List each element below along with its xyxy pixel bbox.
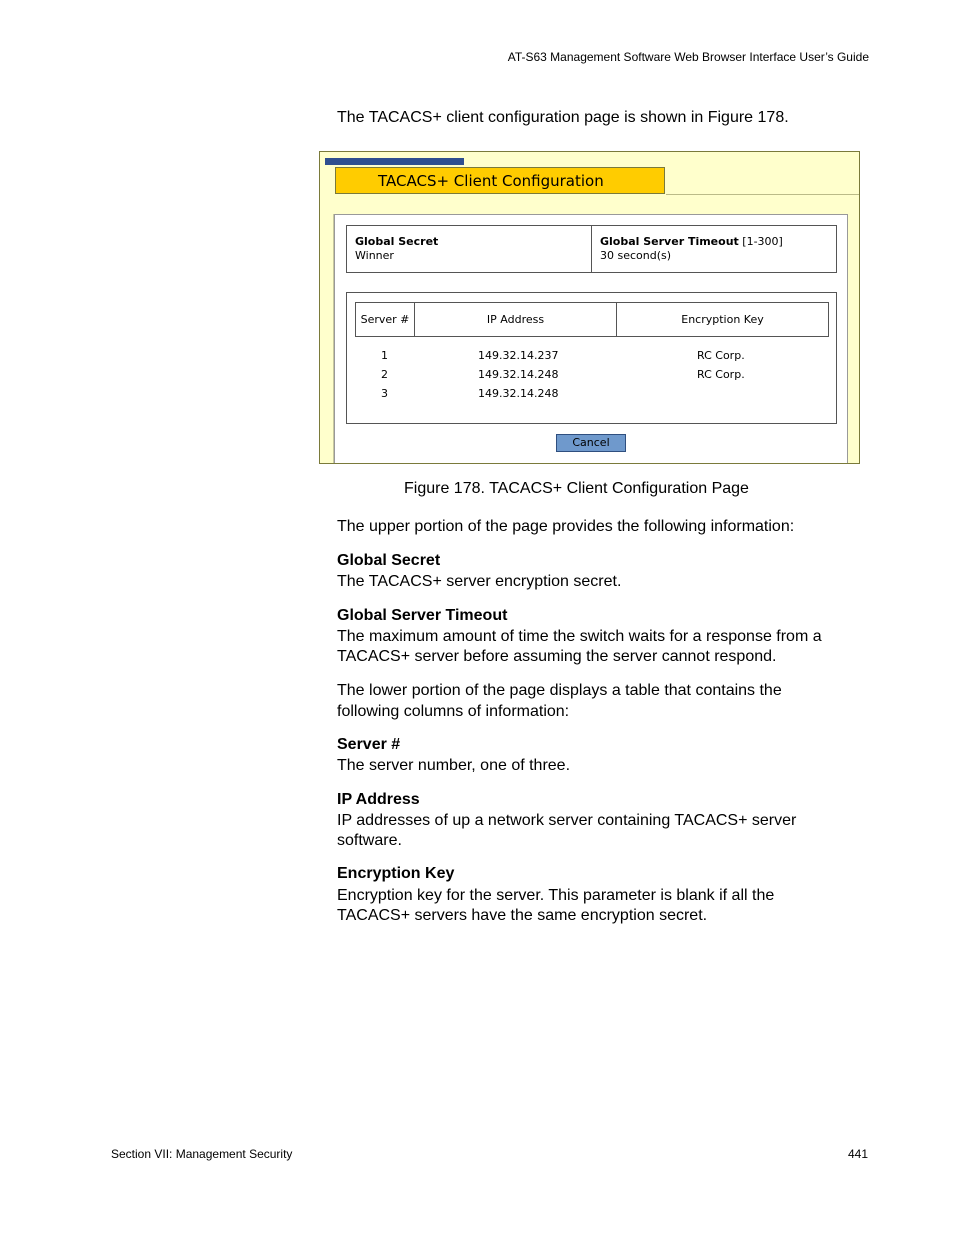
encryption-key: RC Corp.: [697, 368, 745, 381]
ip-address: 149.32.14.248: [478, 387, 559, 400]
desc-timeout-line-2: TACACS+ server before assuming the server cannot respond.: [337, 648, 777, 665]
page-number: 441: [847, 1147, 868, 1161]
global-secret-value: Winner: [355, 249, 394, 262]
term-server: Server #: [337, 736, 401, 753]
timeout-cell: [592, 226, 836, 272]
tab-bar: [325, 158, 464, 165]
lower-intro-line-2: following columns of information:: [337, 703, 570, 720]
server-number: 1: [381, 349, 388, 362]
column-header-server[interactable]: Server #: [356, 303, 415, 336]
desc-key-line-2: TACACS+ servers have the same encryption secret.: [337, 907, 708, 924]
table-row[interactable]: [347, 387, 836, 406]
ip-address: 149.32.14.248: [478, 368, 559, 381]
timeout-label: Global Server Timeout: [600, 235, 739, 248]
table-body: [347, 349, 836, 406]
global-secret-label: Global Secret: [355, 235, 439, 248]
intro-text: The TACACS+ client configuration page is shown in Figure 178.: [337, 109, 789, 126]
table-header: [355, 302, 829, 337]
server-number: 3: [381, 387, 388, 400]
table-row[interactable]: [347, 368, 836, 387]
server-number: 2: [381, 368, 388, 381]
footer-section: Section VII: Management Security: [111, 1147, 293, 1161]
desc-timeout-line-1: The maximum amount of time the switch waits for a response from a: [337, 628, 822, 645]
term-global-secret: Global Secret: [337, 552, 441, 569]
ip-address: 149.32.14.237: [478, 349, 559, 362]
table-row[interactable]: [347, 349, 836, 368]
term-ip: IP Address: [337, 791, 420, 808]
timeout-range: [1-300]: [742, 235, 783, 248]
upper-intro: The upper portion of the page provides the following information:: [337, 518, 795, 535]
desc-key-line-1: Encryption key for the server. This parameter is blank if all the: [337, 887, 775, 904]
global-secret-cell: [347, 226, 592, 272]
desc-global-secret: The TACACS+ server encryption secret.: [337, 573, 622, 590]
running-header: AT-S63 Management Software Web Browser Interface User’s Guide: [507, 50, 869, 64]
timeout-value: 30 second(s): [600, 249, 672, 262]
desc-server: The server number, one of three.: [337, 757, 571, 774]
desc-ip-line-2: software.: [337, 832, 402, 849]
desc-ip-line-1: IP addresses of up a network server containing TACACS+ server: [337, 812, 797, 829]
lower-intro-line-1: The lower portion of the page displays a table that contains the: [337, 682, 782, 699]
cancel-button[interactable]: Cancel: [556, 434, 626, 452]
page-title: TACACS+ Client Configuration: [335, 167, 665, 194]
config-panel: [334, 214, 848, 464]
encryption-key: RC Corp.: [697, 349, 745, 362]
term-key: Encryption Key: [337, 865, 455, 882]
figure-caption: Figure 178. TACACS+ Client Configuration Page: [404, 480, 749, 497]
divider: [666, 194, 859, 195]
figure-screenshot: [319, 151, 860, 464]
column-header-key[interactable]: Encryption Key: [681, 313, 764, 326]
settings-box: [346, 225, 837, 273]
term-timeout: Global Server Timeout: [337, 607, 508, 624]
server-table: [346, 292, 837, 424]
column-header-ip[interactable]: IP Address: [415, 303, 617, 336]
